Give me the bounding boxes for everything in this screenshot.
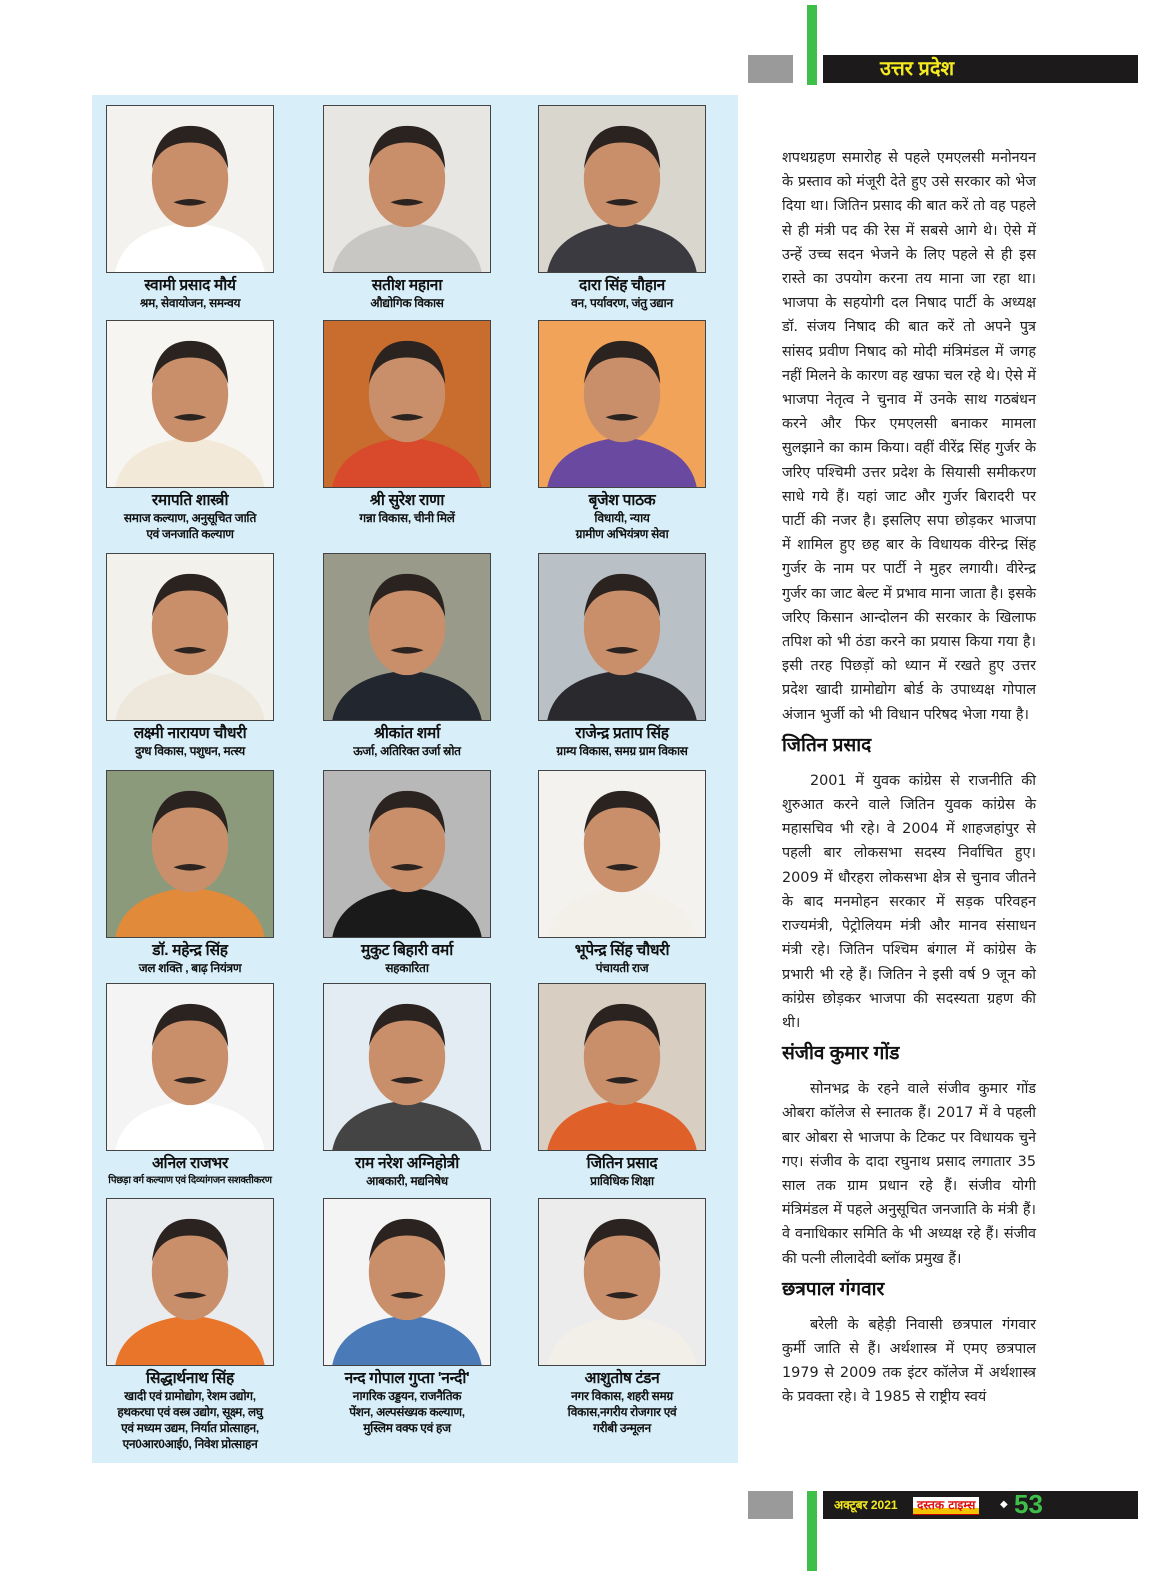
minister-portfolio: एवं जनजाति कल्याण — [146, 527, 234, 541]
section-header-bar — [823, 55, 1138, 83]
minister-name: भूपेन्द्र सिंह चौधरी — [574, 942, 670, 959]
minister-portfolio: जल शक्ति , बाढ़ नियंत्रण — [138, 961, 242, 975]
minister-name: श्रीकांत शर्मा — [373, 725, 441, 742]
minister-name: आशुतोष टंडन — [584, 1370, 660, 1387]
minister-name: जितिन प्रसाद — [586, 1155, 658, 1172]
minister-card — [299, 1198, 515, 1436]
minister-card — [299, 105, 515, 311]
section-text: बरेली के बहेड़ी निवासी छत्रपाल गंगवार कुर्मी जाति से हैं। अर्थशास्त्र में एमए छत्रपाल 1979 से 2009 तक इंटर कॉलेज में अर्थशास्त्र के प्रवक्ता रहे। वे 1985 से राष्ट्रीय स्वयं — [782, 1316, 1036, 1406]
minister-portfolio: आबकारी, मद्यनिषेध — [366, 1174, 448, 1188]
minister-name: स्वामी प्रसाद मौर्य — [144, 277, 236, 294]
minister-portfolio: गन्ना विकास, चीनी मिलें — [359, 511, 455, 525]
minister-card — [514, 983, 730, 1189]
minister-card — [82, 770, 298, 976]
minister-name: लक्ष्मी नारायण चौधरी — [133, 725, 247, 742]
minister-portfolio: प्राविधिक शिक्षा — [590, 1174, 654, 1188]
minister-card — [299, 320, 515, 526]
minister-photo — [323, 983, 491, 1151]
minister-card — [82, 553, 298, 759]
minister-portfolio: ऊर्जा, अतिरिक्त उर्जा स्रोत — [353, 744, 461, 758]
minister-portfolio: समाज कल्याण, अनुसूचित जाति — [123, 511, 257, 525]
minister-name: राजेन्द्र प्रताप सिंह — [575, 725, 669, 742]
section-text: सोनभद्र के रहने वाले संजीव कुमार गोंड ओबरा कॉलेज से स्नातक हैं। 2017 में वे पहली बार ओबरा से भाजपा के टिकट पर विधायक चुने गए। संजीव के दादा रघुनाथ प्रसाद लगातार 35 साल तक ग्राम प्रधान रहे हैं। संजीव योगी मंत्रिमंडल में पहले अनुसूचित जनजाति के मंत्री हैं। वे वनाधिकार समिति के भी अध्यक्ष रहे हैं। संजीव की पत्नी लीलादेवी ब्लॉक प्रमुख हैं। — [782, 1081, 1036, 1267]
minister-name: सिद्धार्थनाथ सिंह — [146, 1370, 234, 1387]
minister-photo — [106, 1198, 274, 1366]
minister-portfolio: पेंशन, अल्पसंख्यक कल्याण, — [349, 1405, 465, 1419]
minister-portfolio: एवं मध्यम उद्यम, निर्यात प्रोत्साहन, — [121, 1421, 259, 1435]
minister-card — [514, 320, 730, 542]
minister-card — [514, 553, 730, 759]
minister-card — [299, 553, 515, 759]
minister-photo — [106, 105, 274, 273]
issue-date: अक्टूबर 2021 — [834, 1498, 898, 1512]
minister-portfolio: नागरिक उड्डयन, राजनैतिक — [352, 1389, 462, 1403]
footer-gray-block — [748, 1491, 793, 1519]
minister-card — [514, 105, 730, 311]
section-heading: जितिन प्रसाद — [782, 734, 872, 756]
minister-card — [82, 320, 298, 542]
minister-portfolio: नगर विकास, शहरी समग्र — [571, 1389, 673, 1403]
minister-name: रमापति शास्त्री — [151, 492, 229, 509]
minister-photo — [323, 553, 491, 721]
minister-card — [299, 983, 515, 1189]
minister-photo — [538, 105, 706, 273]
minister-photo — [106, 983, 274, 1151]
minister-portfolio: वन, पर्यावरण, जंतु उद्यान — [571, 296, 673, 310]
minister-portfolio: खादी एवं ग्रामोद्योग, रेशम उद्योग, — [124, 1389, 256, 1403]
header-green-rule — [807, 5, 817, 85]
magazine-logo: दस्तक टाइम्स — [913, 1497, 979, 1515]
minister-photo — [106, 553, 274, 721]
minister-photo — [538, 983, 706, 1151]
minister-portfolio: विकास,नगरीय रोजगार एवं — [567, 1405, 677, 1419]
minister-portfolio: हथकरघा एवं वस्त्र उद्योग, सूक्ष्म, लघु — [117, 1405, 263, 1419]
minister-photo — [323, 1198, 491, 1366]
minister-portfolio: औद्योगिक विकास — [370, 296, 444, 310]
minister-portfolio: ग्रामीण अभियंत्रण सेवा — [575, 527, 669, 541]
minister-portfolio: गरीबी उन्मूलन — [593, 1421, 651, 1435]
header-gray-block — [748, 55, 793, 83]
minister-name: मुकुट बिहारी वर्मा — [361, 942, 453, 959]
section-heading: छत्रपाल गंगवार — [782, 1278, 885, 1300]
minister-portfolio: मुस्लिम वक्फ एवं हज — [363, 1421, 451, 1435]
section-title: उत्तर प्रदेश — [880, 58, 955, 80]
minister-name: बृजेश पाठक — [588, 492, 656, 509]
minister-photo — [106, 320, 274, 488]
minister-photo — [323, 105, 491, 273]
minister-card — [82, 1198, 298, 1452]
minister-name: दारा सिंह चौहान — [579, 277, 665, 294]
page-number: 53 — [1014, 1489, 1043, 1519]
section-text: 2001 में युवक कांग्रेस से राजनीति की शुरुआत करने वाले जितिन युवक कांग्रेस के महासचिव भी रहे। वे 2004 में शाहजहांपुर से पहली बार लोकसभा सदस्य निर्वाचित हुए। 2009 में धौरहरा लोकसभा क्षेत्र से चुनाव जीतने के बाद मनमोहन सरकार में सड़क परिवहन राज्यमंत्री, पेट्रोलियम मंत्री और मानव संसाधन मंत्री रहे। जितिन पश्चिम बंगाल में कांग्रेस के प्रभारी भी रहे हैं। जितिन ने इसी वर्ष 9 जून को कांग्रेस छोड़कर भाजपा की सदस्यता ग्रहण की थी। — [782, 772, 1036, 1031]
minister-portfolio: पंचायती राज — [595, 961, 649, 975]
footer-green-rule — [807, 1491, 817, 1571]
minister-card — [82, 983, 298, 1189]
minister-portfolio: पिछड़ा वर्ग कल्याण एवं दिव्यांगजन सशक्तीकरण — [108, 1175, 272, 1186]
minister-photo — [538, 320, 706, 488]
section-heading: संजीव कुमार गोंड — [782, 1043, 900, 1065]
minister-portfolio: विधायी, न्याय — [594, 511, 650, 525]
minister-card — [299, 770, 515, 976]
minister-name: राम नरेश अग्निहोत्री — [354, 1155, 460, 1172]
minister-photo — [538, 553, 706, 721]
minister-photo — [538, 1198, 706, 1366]
minister-photo — [323, 320, 491, 488]
minister-card — [514, 1198, 730, 1436]
minister-portfolio: सहकारिता — [385, 961, 429, 975]
article-intro: शपथग्रहण समारोह से पहले एमएलसी मनोनयन के प्रस्ताव को मंजूरी देते हुए उसे सरकार को भेज दिया था। जितिन प्रसाद की बात करें तो वह पहले से ही मंत्री पद की रेस में सबसे आगे थे। ऐसे में उन्हें उच्च सदन भेजने के लिए पहले से ही इस रास्ते का उपयोग करना तय माना जा रहा था। भाजपा के सहयोगी दल निषाद पार्टी के अध्यक्ष डॉ. संजय निषाद की बात करें तो अपने पुत्र सांसद प्रवीण निषाद को मोदी मंत्रिमंडल में जगह नहीं मिलने के कारण वह खफा चल रहे थे। ऐसे में भाजपा नेतृत्व ने चुनाव में उनके साथ गठबंधन करने और फिर एमएलसी बनाकर मामला सुलझाने का काम किया। वहीं वीरेंद्र सिंह गुर्जर के जरिए पश्चिमी उत्तर प्रदेश के सियासी समीकरण साधे गये हैं। यहां जाट और गुर्जर बिरादरी पर पार्टी की नजर है। इसलिए सपा छोड़कर भाजपा में शामिल हुए छह बार के विधायक वीरेन्द्र सिंह गुर्जर के नाम पर पार्टी ने मुहर लगायी। वीरेन्द्र गुर्जर का जाट बेल्ट में प्रभाव माना जाता है। इसके जरिए किसान आन्दोलन की सरकार के खिलाफ तपिश को भी ठंडा करने का प्रयास किया गया है। इसी तरह पिछड़ों को ध्यान में रखते हुए उत्तर प्रदेश खादी ग्रामोद्योग बोर्ड के उपाध्यक्ष गोपाल अंजान भुर्जी को भी विधान परिषद भेजा गया है। — [782, 150, 1036, 723]
minister-card — [82, 105, 298, 311]
minister-photo — [323, 770, 491, 938]
minister-portfolio: एन0आर0आई0, निवेश प्रोत्साहन — [122, 1437, 258, 1451]
article-column — [782, 146, 1036, 1410]
minister-name: अनिल राजभर — [152, 1155, 228, 1172]
minister-photo — [106, 770, 274, 938]
minister-portfolio: ग्राम्य विकास, समग्र ग्राम विकास — [556, 744, 688, 758]
minister-portfolio: श्रम, सेवायोजन, समन्वय — [139, 296, 241, 310]
minister-card — [514, 770, 730, 976]
minister-name: डॉ. महेन्द्र सिंह — [152, 942, 228, 959]
minister-portfolio: दुग्ध विकास, पशुधन, मत्स्य — [135, 744, 245, 758]
minister-name: नन्द गोपाल गुप्ता 'नन्दी' — [344, 1370, 470, 1387]
minister-photo — [538, 770, 706, 938]
minister-name: श्री सुरेश राणा — [369, 492, 445, 509]
separator-icon: ◆ — [1000, 1499, 1008, 1510]
minister-name: सतीश महाना — [371, 277, 443, 294]
